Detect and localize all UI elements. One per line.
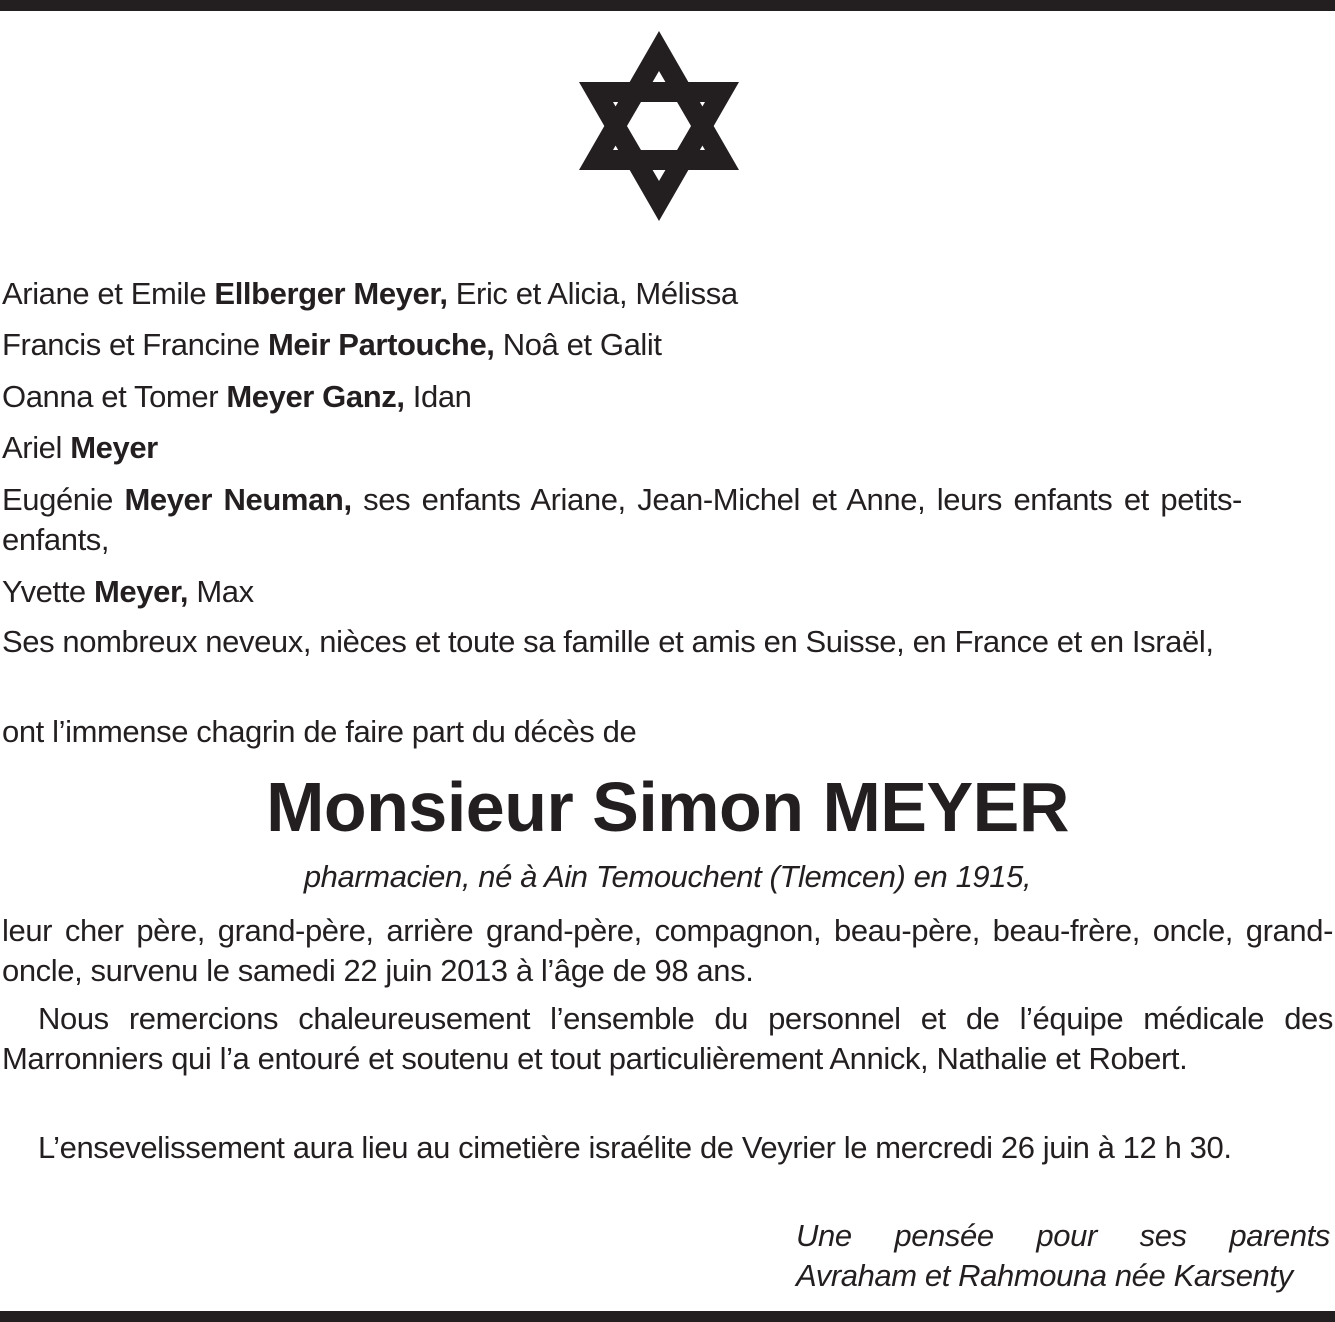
family-line-3: Oanna et Tomer Meyer Ganz, Idan (2, 379, 472, 414)
bottom-rule (0, 1311, 1335, 1322)
family-line-2: Francis et Francine Meir Partouche, Noâ et Galit (2, 327, 662, 362)
burial-paragraph: L’ensevelissement aura lieu au cimetière israélite de Veyrier le mercredi 26 juin à 12 h 30. (38, 1130, 1232, 1165)
relationship-paragraph: leur cher père, grand-père, arrière grand-père, compagnon, beau-père, beau-frère, oncle, grand-oncle, survenu le samedi 22 juin 2013 à l’âge de 98 ans. (2, 913, 1333, 988)
top-rule (0, 0, 1335, 11)
family-line-4: Ariel Meyer (2, 430, 158, 465)
family-line-6: Yvette Meyer, Max (2, 574, 254, 609)
closing-line-2: Avraham et Rahmouna née Karsenty (796, 1258, 1293, 1293)
deceased-name: Monsieur Simon MEYER (266, 768, 1069, 846)
thanks-paragraph: Nous remercions chaleureusement l’ensemble du personnel et de l’équipe médicale des Marronniers qui l’a entouré et soutenu et tout particulièrement Annick, Nathalie et Robert. (2, 1001, 1333, 1076)
announcement-line: ont l’immense chagrin de faire part du décès de (2, 714, 637, 749)
closing-line-1: Une pensée pour ses parents (796, 1218, 1330, 1253)
family-line-1: Ariane et Emile Ellberger Meyer, Eric et Alicia, Mélissa (2, 276, 738, 311)
deceased-description: pharmacien, né à Ain Temouchent (Tlemcen) en 1915, (303, 859, 1032, 894)
relatives-paragraph: Ses nombreux neveux, nièces et toute sa famille et amis en Suisse, en France et en Israël, (2, 624, 1214, 659)
closing-remembrance (796, 1216, 1330, 1296)
family-line-5: Eugénie Meyer Neuman, ses enfants Ariane, Jean-Michel et Anne, leurs enfants et petits-enfants, (2, 482, 1242, 557)
star-of-david-icon (578, 30, 740, 222)
